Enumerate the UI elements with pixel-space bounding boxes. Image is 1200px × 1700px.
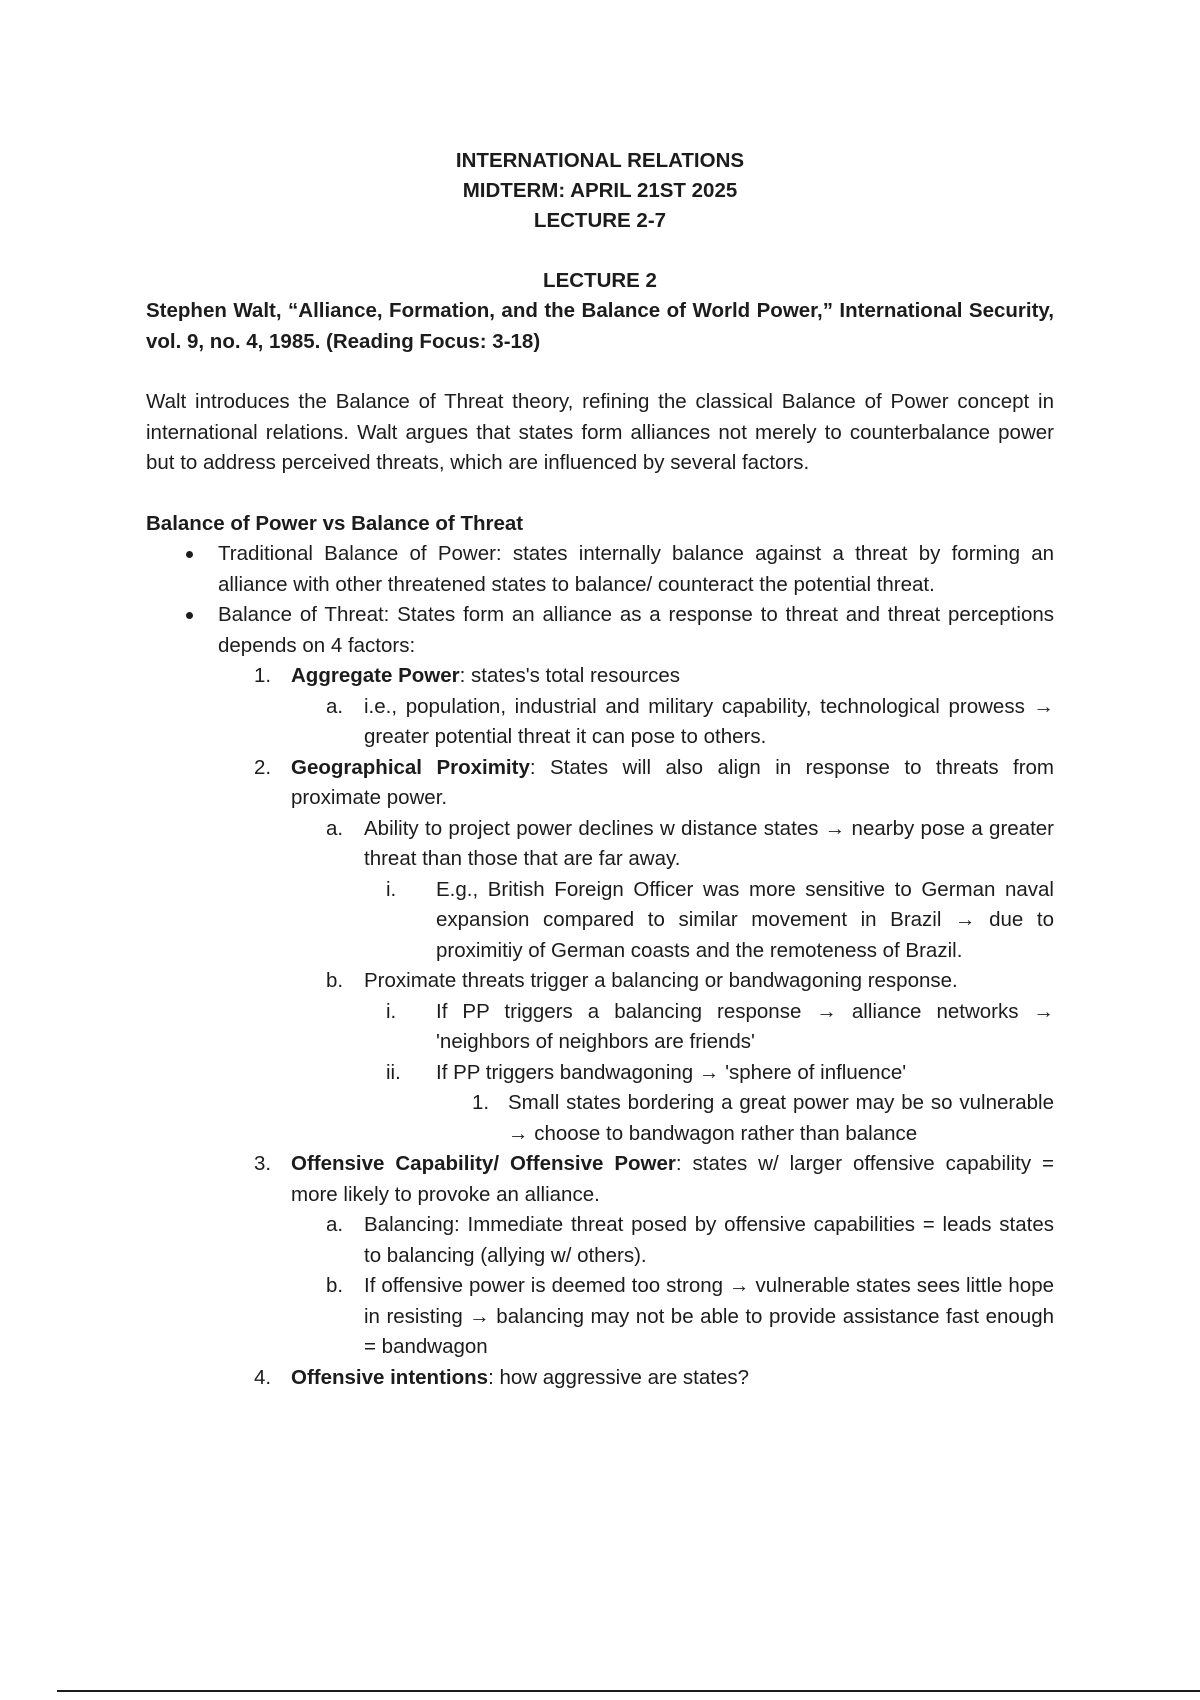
list-marker: a. [326,816,344,840]
factor-term: Geographical Proximity [291,755,530,779]
list-marker: b. [326,969,344,992]
list-marker: 2. [254,755,272,779]
list-item [146,1058,1054,1089]
list-item-text: Small states bordering a great power may be so vulnerable → choose to bandwagon rather than balance [508,1091,1054,1145]
list-marker: 1. [254,664,272,687]
list-item [146,692,1054,753]
section-heading: Balance of Power vs Balance of Threat [146,511,524,535]
list-item-text: Ability to project power declines w distance states → nearby pose a greater threat than those that are far away. [364,816,1054,870]
list-item-text: If offensive power is deemed too strong → vulnerable states sees little hope in resisting → balancing may not be able to provide assistance fast enough = bandwagon [364,1274,1054,1358]
factor-term: Offensive Capability/ Offensive Power [291,1152,676,1175]
list-item-text: If PP triggers a balancing response → alliance networks → 'neighbors of neighbors are friends' [436,999,1054,1053]
list-item-text: Balancing: Immediate threat posed by offensive capabilities = leads states to balancing (allying w/ others). [364,1213,1054,1267]
list-item-text: Proximate threats trigger a balancing or bandwagoning response. [364,969,958,992]
list-item [146,1088,1054,1149]
factor-text: : states w/ larger offensive capability = more likely to provoke an alliance. [291,1152,1054,1206]
list-item [146,814,1054,875]
list-marker: 1. [472,1091,490,1114]
list-marker: i. [386,999,397,1023]
factor-term: Offensive intentions [291,1365,489,1389]
reading-citation: Stephen Walt, “Alliance, Formation, and the Balance of World Power,” International Security, vol. 9, no. 4, 1985. (Reading Focus: 3-18) [146,299,1054,353]
bullet-traditional-balance: Traditional Balance of Power: states internally balance against a threat by forming an alliance with other threatened states to balance/ counteract the potential threat. [218,539,1054,600]
list-item-text: E.g., British Foreign Officer was more sensitive to German naval expansion compared to similar movement in Brazil → due to proximitiy of German coasts and the remoteness of Brazil. [436,877,1054,962]
bullet-balance-of-threat: Balance of Threat: States form an alliance as a response to threat and threat perceptions depends on 4 factors: [218,600,1054,661]
bullet-list [146,539,1054,661]
list-marker: ii. [386,1060,401,1084]
list-item-text: If PP triggers bandwagoning → 'sphere of influence' [436,1060,907,1084]
list-item [146,997,1054,1058]
factor-text: : States will also align in response to threats from proximate power. [291,755,1055,809]
factor-text: : states's total resources [459,664,681,687]
list-item [146,1210,1054,1271]
list-marker: a. [326,1213,344,1236]
list-item [146,966,1054,997]
list-marker: i. [386,877,397,901]
document-page [146,146,1054,1393]
factor-term: Aggregate Power [291,664,460,687]
midterm-date: MIDTERM: APRIL 21ST 2025 [462,179,738,202]
course-title: INTERNATIONAL RELATIONS [455,149,745,172]
lecture-title: LECTURE 2 [543,269,657,292]
factor-offensive-intentions [146,1363,1054,1394]
list-marker: 3. [254,1152,272,1175]
factor-text: : how aggressive are states? [488,1365,750,1389]
factor-offensive-capability [146,1149,1054,1210]
list-marker: b. [326,1274,344,1297]
list-marker: 4. [254,1365,272,1389]
list-item [146,1271,1054,1363]
intro-paragraph: Walt introduces the Balance of Threat theory, refining the classical Balance of Power concept in international relations. Walt argues that states form alliances not merely to counterbalance power but to address perceived threats, which are influenced by several factors. [146,390,1054,474]
footer-divider [57,1690,1200,1692]
list-item-text: i.e., population, industrial and military capability, technological prowess → greater potential threat it can pose to others. [364,694,1054,748]
factor-aggregate-power [146,661,1054,692]
lecture-range: LECTURE 2-7 [533,209,667,232]
list-marker: a. [326,694,344,718]
list-item [146,875,1054,967]
factor-geographical-proximity [146,753,1054,814]
